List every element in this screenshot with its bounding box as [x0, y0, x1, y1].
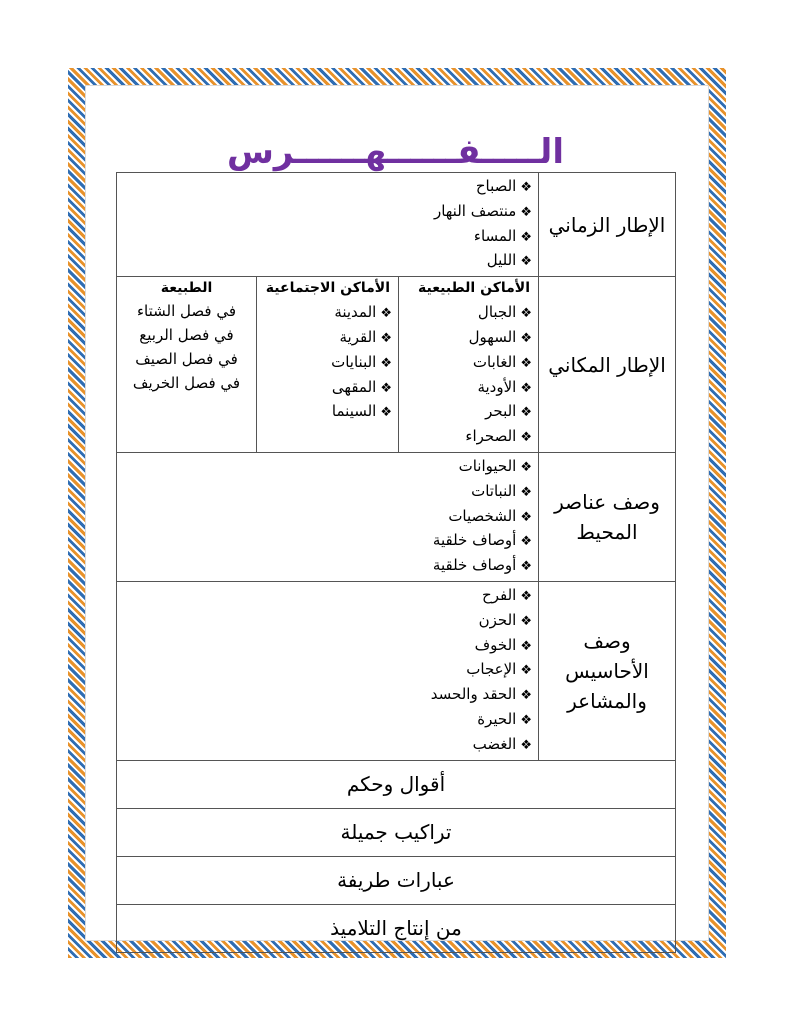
- list-item: ❖البحر: [399, 400, 532, 425]
- bullet-icon: ❖: [520, 380, 532, 396]
- list-item: ❖الغابات: [399, 351, 532, 376]
- bullet-icon: ❖: [380, 380, 392, 396]
- list-item: ❖الحيرة: [117, 708, 532, 733]
- list-item: ❖الإعجاب: [117, 658, 532, 683]
- list-item: في فصل الخريف: [132, 374, 241, 393]
- list-item: ❖أوصاف خلقية: [117, 529, 532, 554]
- list-item: ❖الصباح: [117, 175, 532, 200]
- bullet-icon: ❖: [520, 509, 532, 525]
- bullet-icon: ❖: [520, 588, 532, 604]
- list-item: ❖الأودية: [399, 376, 532, 401]
- page-title: الـــــفــــــهــــــرس: [227, 132, 564, 172]
- bullet-icon: ❖: [380, 405, 392, 421]
- list-item: ❖البنايات: [257, 351, 392, 376]
- list-item: في فصل الربيع: [139, 326, 234, 345]
- list-item: ❖الحزن: [117, 609, 532, 634]
- list-item: ❖الجبال: [399, 301, 532, 326]
- feelings-cell: [117, 581, 539, 760]
- natural-places-title: الأماكن الطبيعية: [418, 280, 530, 297]
- bullet-icon: ❖: [520, 737, 532, 753]
- bullet-icon: ❖: [520, 638, 532, 654]
- place-frame-cell: [117, 277, 539, 453]
- list-item: ❖الصحراء: [399, 425, 532, 450]
- beautiful-phrases-row: تراكيب جميلة: [117, 808, 676, 856]
- funny-expressions-row: عبارات طريفة: [117, 856, 676, 904]
- social-places-title: الأماكن الاجتماعية: [265, 280, 390, 297]
- list-item: في فصل الشتاء: [136, 302, 237, 321]
- bullet-icon: ❖: [520, 712, 532, 728]
- list-item: ❖السهول: [399, 326, 532, 351]
- list-item: ❖الليل: [117, 249, 532, 274]
- list-item: ❖منتصف النهار: [117, 200, 532, 225]
- feelings-heading: وصف الأحاسيس والمشاعر: [539, 581, 676, 760]
- bullet-icon: ❖: [520, 688, 532, 704]
- list-item: ❖المدينة: [257, 301, 392, 326]
- list-item: ❖الغضب: [117, 733, 532, 758]
- social-places-column: [256, 277, 398, 452]
- place-frame-heading: الإطار المكاني: [539, 277, 676, 453]
- list-item: ❖السينما: [257, 400, 392, 425]
- list-item: ❖الخوف: [117, 634, 532, 659]
- students-work-row: من إنتاج التلاميذ: [117, 904, 676, 952]
- list-item: ❖الفرح: [117, 584, 532, 609]
- time-frame-heading: الإطار الزماني: [539, 173, 676, 277]
- environment-cell: [117, 452, 539, 581]
- bullet-icon: ❖: [520, 405, 532, 421]
- bullet-icon: ❖: [520, 254, 532, 270]
- bullet-icon: ❖: [380, 355, 392, 371]
- list-item: ❖النباتات: [117, 480, 532, 505]
- bullet-icon: ❖: [520, 229, 532, 245]
- bullet-icon: ❖: [520, 204, 532, 220]
- nature-column: [117, 277, 256, 452]
- bullet-icon: ❖: [520, 459, 532, 475]
- natural-places-column: [398, 277, 538, 452]
- bullet-icon: ❖: [520, 306, 532, 322]
- sayings-row: أقوال وحكم: [117, 760, 676, 808]
- list-item: ❖الحقد والحسد: [117, 683, 532, 708]
- list-item: ❖الحيوانات: [117, 455, 532, 480]
- bullet-icon: ❖: [520, 559, 532, 575]
- list-item: ❖أوصاف خلقية: [117, 554, 532, 579]
- time-list: [117, 173, 538, 276]
- list-item: في فصل الصيف: [135, 350, 238, 369]
- bullet-icon: ❖: [380, 306, 392, 322]
- index-table: [116, 172, 676, 953]
- nature-title: الطبيعة: [160, 280, 213, 297]
- bullet-icon: ❖: [520, 355, 532, 371]
- list-item: ❖المقهى: [257, 376, 392, 401]
- bullet-icon: ❖: [520, 484, 532, 500]
- list-item: ❖القرية: [257, 326, 392, 351]
- list-item: ❖الشخصيات: [117, 505, 532, 530]
- bullet-icon: ❖: [520, 430, 532, 446]
- list-item: ❖المساء: [117, 225, 532, 250]
- bullet-icon: ❖: [520, 330, 532, 346]
- bullet-icon: ❖: [520, 613, 532, 629]
- bullet-icon: ❖: [520, 180, 532, 195]
- environment-heading: وصف عناصر المحيط: [539, 452, 676, 581]
- bullet-icon: ❖: [520, 534, 532, 550]
- bullet-icon: ❖: [380, 330, 392, 346]
- bullet-icon: ❖: [520, 663, 532, 679]
- time-frame-cell: [117, 173, 539, 277]
